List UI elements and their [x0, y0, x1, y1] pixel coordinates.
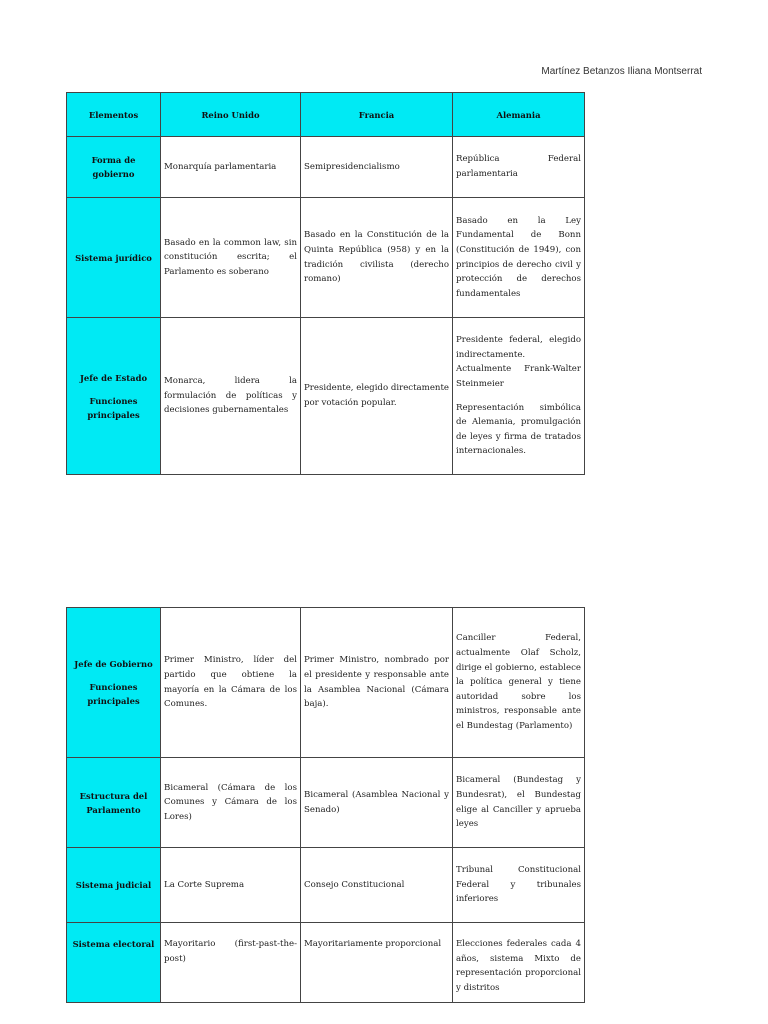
row-label: Estructura del Parlamento	[67, 758, 161, 848]
table-row	[67, 137, 585, 198]
table-row	[67, 923, 585, 1003]
cell-reino-unido: Monarquía parlamentaria	[161, 137, 301, 198]
cell-francia: Presidente, elegido directamente por votación popular.	[301, 318, 453, 475]
row-label-line-2: Funciones principales	[87, 682, 140, 706]
cell-francia: Semipresidencialismo	[301, 137, 453, 198]
row-label: Sistema jurídico	[67, 198, 161, 318]
table-row	[67, 608, 585, 758]
cell-francia: Consejo Constitucional	[301, 848, 453, 923]
table-header-row	[67, 93, 585, 137]
cell-alemania: República Federal parlamentaria	[453, 137, 585, 198]
cell-alemania	[453, 318, 585, 475]
cell-francia: Primer Ministro, nombrado por el presidente y responsable ante la Asamblea Nacional (Cámara baja).	[301, 608, 453, 758]
cell-alemania: Elecciones federales cada 4 años, sistema Mixto de representación proporcional y distritos	[453, 923, 585, 1003]
cell-reino-unido: Primer Ministro, líder del partido que obtiene la mayoría en la Cámara de los Comunes.	[161, 608, 301, 758]
comparison-table-2	[66, 607, 585, 1003]
table-row	[67, 758, 585, 848]
cell-alemania: Canciller Federal, actualmente Olaf Scholz, dirige el gobierno, establece la política general y tiene autoridad sobre los ministros, responsable ante el Bundestag (Parlamento)	[453, 608, 585, 758]
cell-paragraph: Representación simbólica de Alemania, promulgación de leyes y firma de tratados internacionales.	[456, 402, 581, 457]
row-label-line-1: Jefe de Estado	[79, 372, 148, 383]
table-row	[67, 318, 585, 475]
row-label: Forma de gobierno	[67, 137, 161, 198]
comparison-table-1	[66, 92, 585, 475]
cell-francia: Mayoritariamente proporcional	[301, 923, 453, 1003]
row-label	[67, 318, 161, 475]
cell-reino-unido: Monarca, lidera la formulación de políticas y decisiones gubernamentales	[161, 318, 301, 475]
header-elementos: Elementos	[67, 93, 161, 137]
row-label: Sistema electoral	[67, 923, 161, 1003]
cell-alemania: Basado en la Ley Fundamental de Bonn (Constitución de 1949), con principios de derecho civil y protección de derechos fundamentales	[453, 198, 585, 318]
cell-francia: Basado en la Constitución de la Quinta República (958) y en la tradición civilista (derecho romano)	[301, 198, 453, 318]
cell-paragraph: Presidente federal, elegido indirectamente.	[456, 335, 581, 360]
cell-alemania: Tribunal Constitucional Federal y tribunales inferiores	[453, 848, 585, 923]
row-label: Sistema judicial	[67, 848, 161, 923]
row-label-line-2: Funciones principales	[87, 395, 140, 420]
author-name: Martínez Betanzos Iliana Montserrat	[541, 66, 702, 77]
cell-reino-unido: Mayoritario (first-past-the-post)	[161, 923, 301, 1003]
cell-reino-unido: Bicameral (Cámara de los Comunes y Cámara de los Lores)	[161, 758, 301, 848]
cell-reino-unido: La Corte Suprema	[161, 848, 301, 923]
cell-francia: Bicameral (Asamblea Nacional y Senado)	[301, 758, 453, 848]
row-label	[67, 608, 161, 758]
cell-alemania: Bicameral (Bundestag y Bundesrat), el Bundestag elige al Canciller y aprueba leyes	[453, 758, 585, 848]
cell-reino-unido: Basado en la common law, sin constitución escrita; el Parlamento es soberano	[161, 198, 301, 318]
cell-paragraph: Actualmente Frank-Walter Steinmeier	[456, 364, 581, 389]
header-reino-unido: Reino Unido	[161, 93, 301, 137]
table-row	[67, 198, 585, 318]
header-alemania: Alemania	[453, 93, 585, 137]
row-label-line-1: Jefe de Gobierno	[74, 659, 153, 669]
header-francia: Francia	[301, 93, 453, 137]
table-row	[67, 848, 585, 923]
